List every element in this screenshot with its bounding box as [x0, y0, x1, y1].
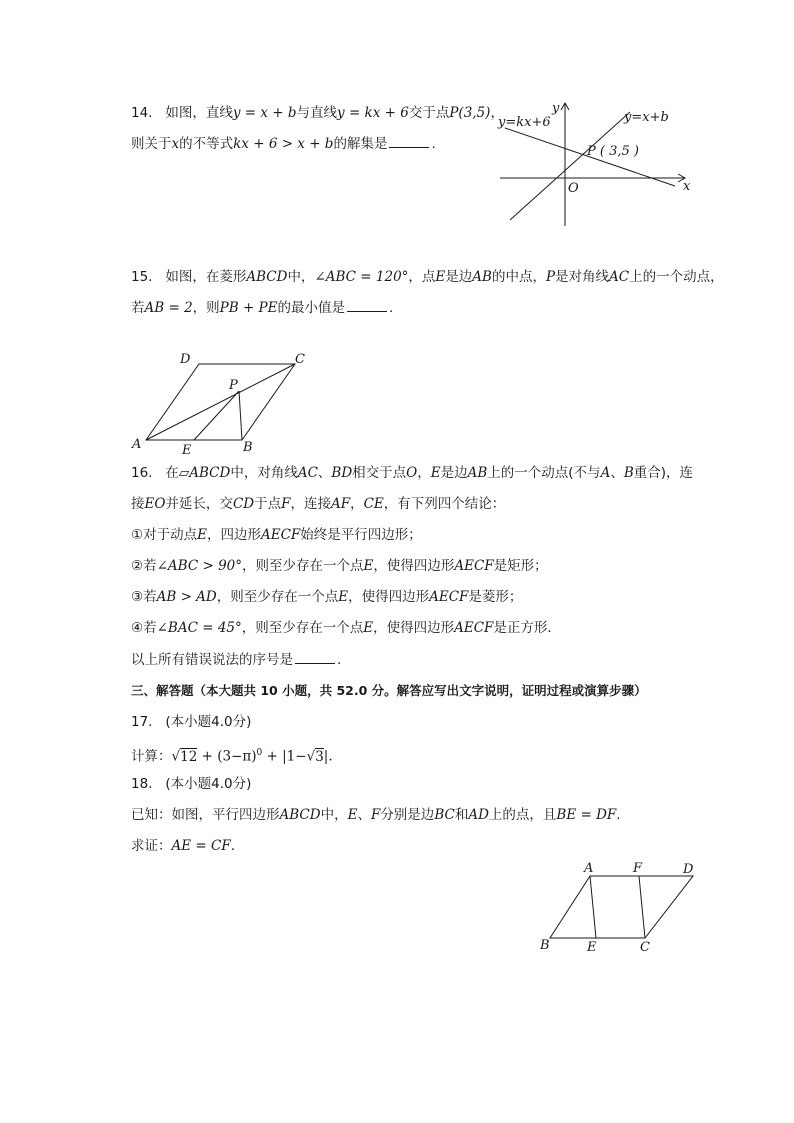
q15-line2: 若AB = 2，则PB + PE的最小值是 . [131, 300, 394, 316]
label-line-xb: y=x+b [624, 110, 669, 125]
q16-conclusion-2: ②若∠ABC > 90°，则至少存在一个点E，使得四边形AECF是矩形； [131, 558, 548, 574]
label-f: F [633, 861, 643, 876]
segment-ae [590, 876, 596, 938]
q17-expression: 计算：$√12 + (3-\pi)^0 + |1-√3|$. [131, 748, 333, 765]
diagonal-ac [146, 364, 295, 440]
answer-blank [389, 135, 429, 148]
answer-blank [347, 299, 387, 312]
label-c: C [640, 940, 650, 955]
q18-number: 18. [131, 776, 153, 792]
label-e: E [182, 443, 192, 458]
q16-conclusion-3: ③若AB > AD，则至少存在一个点E，使得四边形AECF是菱形； [131, 589, 523, 605]
label-origin: O [568, 181, 579, 196]
q15-figure [128, 348, 328, 458]
segment-cf [639, 876, 645, 938]
label-e: E [587, 940, 597, 955]
label-a: A [132, 437, 142, 452]
q14-number: 14. [131, 105, 153, 121]
q16-conclusion-4: ④若∠BAC = 45°，则至少存在一个点E，使得四边形AECF是正方形． [131, 620, 561, 636]
q18-line1: 已知：如图，平行四边形ABCD中，E、F分别是边BC和AD上的点，且BE = DF. [131, 807, 621, 823]
section-3-title: 三、解答题（本大题共 10 小题，共 52.0 分。解答应写出文字说明，证明过程或演算步骤） [131, 683, 647, 698]
label-d: D [180, 352, 191, 367]
q18-header [131, 775, 251, 793]
q18-line2: 求证：AE = CF. [131, 838, 235, 854]
q15-line1: 15. 如图，在菱形ABCD中，∠ABC = 120°，点E是边AB的中点，P是对角线AC上的一个动点， [131, 269, 724, 285]
label-a: A [584, 861, 594, 876]
q17-score: (本小题4.0分) [165, 714, 252, 730]
q16-number: 16. [131, 465, 153, 481]
answer-blank [295, 651, 335, 664]
parallelogram-abcd [550, 876, 693, 938]
label-c: C [295, 352, 305, 367]
q18-score: (本小题4.0分) [165, 776, 252, 792]
q16-line2: 接EO并延长，交CD于点F，连接AF，CE，有下列四个结论： [131, 496, 506, 512]
label-y: y [552, 101, 560, 116]
q16-line1: 16. 在▱ABCD中，对角线AC、BD相交于点O，E是边AB上的一个动点(不与A、B重合)，连 [131, 465, 694, 481]
q14-line1: 14. 如图，直线y = x + b与直线y = kx + 6交于点P(3,5)， [131, 105, 504, 121]
label-x: x [683, 179, 691, 194]
q17-number: 17. [131, 714, 153, 730]
segment-pe [194, 391, 239, 440]
label-b: B [540, 938, 550, 953]
q14-line2: 则关于x的不等式kx + 6 > x + b的解集是 . [131, 136, 436, 152]
label-p: P [229, 378, 238, 393]
label-d: D [683, 862, 694, 877]
q16-last-line: 以上所有错误说法的序号是 . [131, 652, 342, 668]
q14-figure [495, 100, 695, 230]
q17-header [131, 713, 251, 731]
q18-figure [536, 858, 706, 958]
label-line-kx6: y=kx+6 [498, 115, 551, 130]
segment-pb [239, 391, 242, 440]
q15-number: 15. [131, 269, 153, 285]
label-b: B [243, 440, 253, 455]
label-point-p: P ( 3,5 ) [587, 144, 639, 159]
q16-conclusion-1: ①对于动点E，四边形AECF始终是平行四边形； [131, 527, 422, 543]
